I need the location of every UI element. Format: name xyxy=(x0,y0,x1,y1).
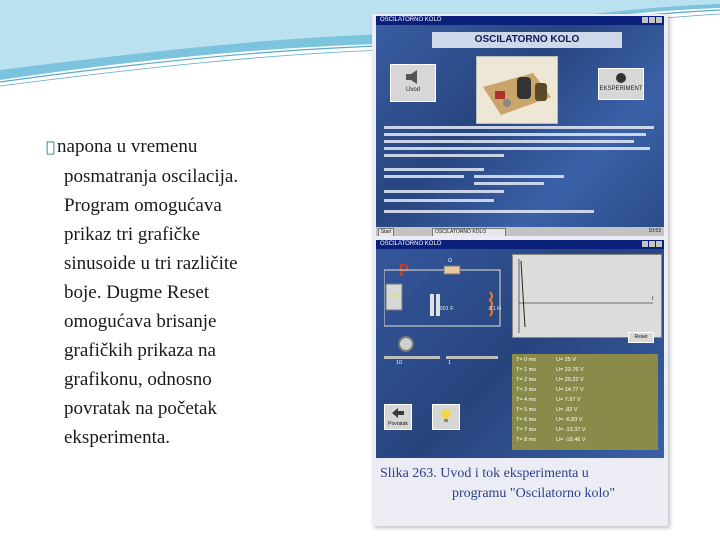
lightbulb-icon xyxy=(439,408,453,422)
symbol-p: P xyxy=(398,260,409,280)
minimize-icon[interactable] xyxy=(642,17,648,23)
experiment-titlebar xyxy=(376,240,664,249)
bullet-line: boje. Dugme Reset xyxy=(64,282,210,303)
experiment-window xyxy=(376,240,664,458)
graph-axis-label: t xyxy=(652,296,654,302)
caption-line-1: Slika 263. Uvod i tok eksperimenta u xyxy=(380,466,589,481)
slider-left-value: 10 xyxy=(396,360,403,366)
omega-label: Ω xyxy=(448,258,453,264)
slider-left[interactable] xyxy=(384,356,440,359)
reading-row: T= 8 ms U= -18.46 V xyxy=(516,437,586,443)
reading-row: T= 1 ms U= 23.76 V xyxy=(516,367,584,373)
help-button[interactable] xyxy=(432,404,460,430)
maximize-icon[interactable] xyxy=(649,241,655,247)
slider-right-value: 1 xyxy=(448,360,452,366)
bullet-line: omogućava brisanje xyxy=(64,311,217,332)
reading-row: T= 4 ms U= 7.97 V xyxy=(516,397,581,403)
back-button[interactable] xyxy=(384,404,412,430)
experiment-icon xyxy=(613,72,629,84)
voltage-label: 25V xyxy=(390,294,400,300)
intro-description-placeholder xyxy=(384,124,658,223)
reading-row: T= 0 ms U= 25 V xyxy=(516,357,577,363)
back-arrow-icon xyxy=(391,407,405,419)
bullet-line: povratak na početak xyxy=(64,398,217,419)
circuit-diagram xyxy=(384,262,504,336)
intro-button-label: Uvod xyxy=(405,87,420,93)
taskbar xyxy=(376,227,664,236)
bullet-line: napona u vremenu xyxy=(48,136,189,157)
taskbar-clock: 10:53 xyxy=(648,228,661,234)
experiment-window-title: OSCILATORNO KOLO xyxy=(380,241,442,247)
bullet-first-line xyxy=(46,132,346,162)
caption-line-2: programu "Oscilatorno kolo" xyxy=(452,486,616,501)
reading-row: T= 2 ms U= 20.22 V xyxy=(516,377,584,383)
bullet-line: prikaz tri grafičke xyxy=(64,224,201,245)
minimize-icon[interactable] xyxy=(642,241,648,247)
reading-row: T= 7 ms U= -13.37 V xyxy=(516,427,586,433)
program-heading: OSCILATORNO KOLO xyxy=(432,32,622,48)
experiment-button[interactable] xyxy=(598,68,644,100)
taskbar-item[interactable]: OSCILATORNO KOLO xyxy=(432,228,506,236)
close-icon[interactable] xyxy=(656,241,662,247)
intro-window xyxy=(376,16,664,236)
start-button[interactable]: Start xyxy=(378,228,394,236)
speaker-icon xyxy=(403,69,423,85)
window-controls xyxy=(642,17,662,23)
voltage-knob[interactable] xyxy=(398,336,414,352)
bullet-line: eksperimenta. xyxy=(64,427,171,448)
circuit-photo xyxy=(476,56,558,124)
experiment-button-label: EKSPERIMENT xyxy=(599,86,643,92)
reading-row: T= 5 ms U= .82 V xyxy=(516,407,578,413)
reading-row: T= 3 ms U= 14.77 V xyxy=(516,387,584,393)
bullet-paragraph xyxy=(46,132,346,452)
intro-titlebar xyxy=(376,16,664,25)
bullet-icon xyxy=(46,138,55,156)
close-icon[interactable] xyxy=(656,17,662,23)
readings-panel xyxy=(512,354,658,450)
bullet-line: grafičkih prikaza na xyxy=(64,340,216,361)
inductance-label: .01 H xyxy=(488,306,502,312)
bullet-line: posmatranja oscilacija. xyxy=(64,166,239,187)
reading-row: T= 6 ms U= -6.83 V xyxy=(516,417,583,423)
intro-window-title: OSCILATORNO KOLO xyxy=(380,17,442,23)
reset-button[interactable]: Reset xyxy=(628,332,654,343)
intro-button[interactable] xyxy=(390,64,436,102)
bullet-line: grafikonu, odnosno xyxy=(64,369,212,390)
capacitance-label: .001 F xyxy=(438,306,454,312)
window-controls xyxy=(642,241,662,247)
figure-caption xyxy=(380,464,666,504)
maximize-icon[interactable] xyxy=(649,17,655,23)
slider-right[interactable] xyxy=(446,356,498,359)
oscillation-graph xyxy=(512,254,662,338)
back-button-label: Povratak xyxy=(388,421,408,427)
bullet-line: sinusoide u tri različite xyxy=(64,253,238,274)
bullet-line: Program omogućava xyxy=(64,195,222,216)
circuit-board-image xyxy=(477,57,557,123)
unreadable-text-block xyxy=(384,124,658,220)
